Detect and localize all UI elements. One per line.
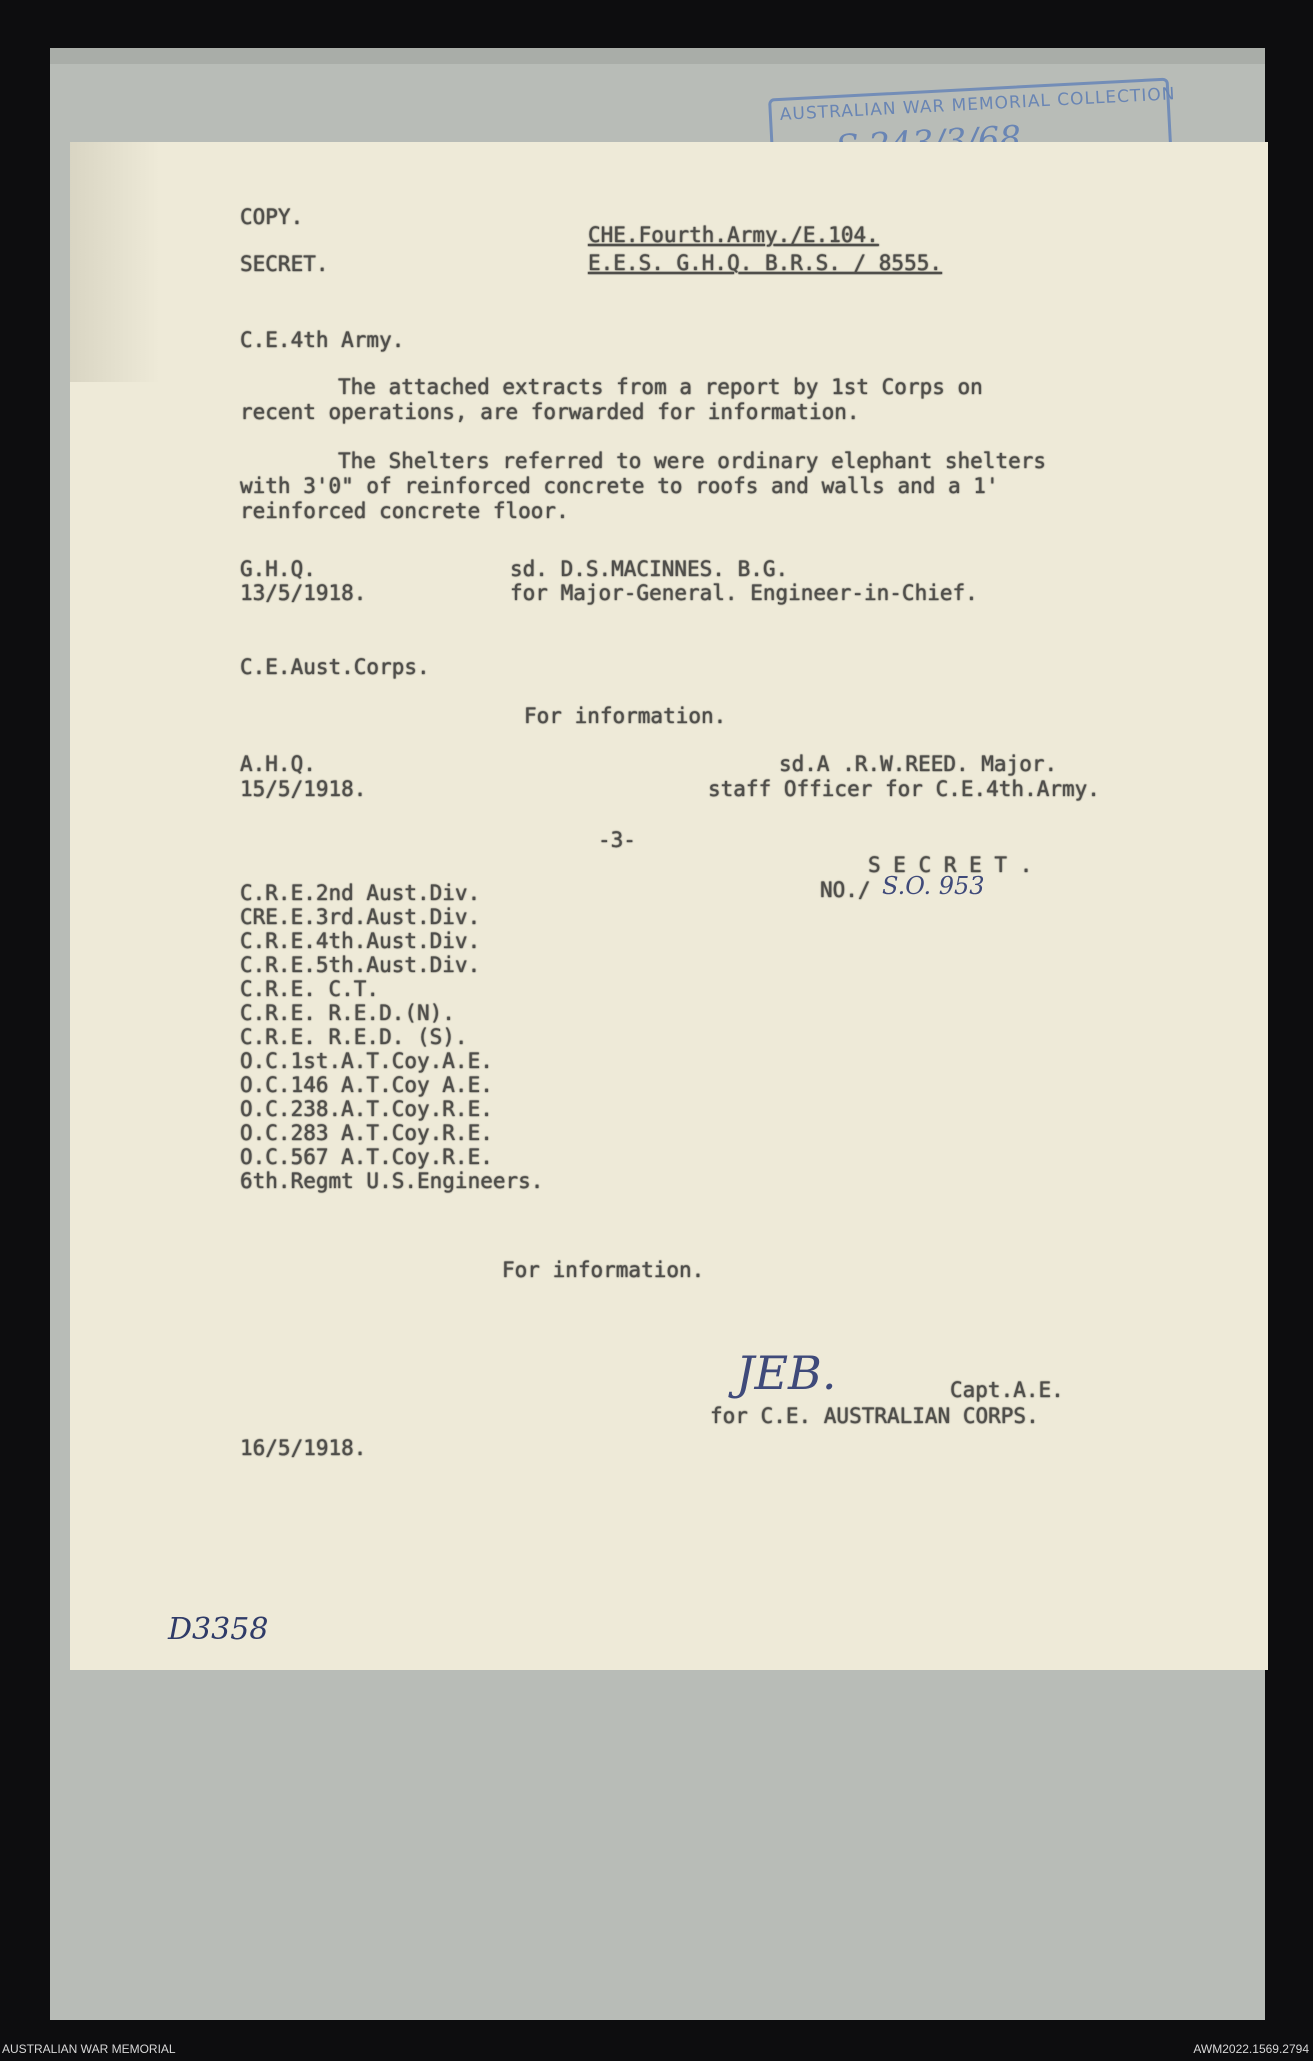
ahq-for-line: staff Officer for C.E.4th.Army. bbox=[708, 777, 1100, 801]
ghq-signed: sd. D.S.MACINNES. B.G. bbox=[510, 557, 789, 581]
aust-corps-note: For information. bbox=[524, 704, 727, 728]
ahq-date: 15/5/1918. bbox=[240, 777, 367, 801]
file-number-handwritten: D3358 bbox=[168, 1612, 269, 1647]
distribution-item: 6th.Regmt U.S.Engineers. bbox=[240, 1169, 544, 1193]
para2-line2: with 3'0" of reinforced concrete to roofs and walls and a 1' bbox=[240, 474, 999, 498]
distribution-item: C.R.E.2nd Aust.Div. bbox=[240, 881, 481, 905]
sheet-torn-edge bbox=[70, 142, 160, 382]
distribution-item: C.R.E. C.T. bbox=[240, 977, 380, 1001]
backing-fold bbox=[50, 48, 1265, 64]
distribution-item: C.R.E.5th.Aust.Div. bbox=[240, 953, 481, 977]
distribution-item: C.R.E. R.E.D.(N). bbox=[240, 1001, 455, 1025]
para2-line3: reinforced concrete floor. bbox=[240, 499, 569, 523]
serial-number-label: NO./ bbox=[820, 878, 871, 902]
ahq-place: A.H.Q. bbox=[240, 752, 316, 776]
section-marker: -3- bbox=[598, 828, 636, 852]
distribution-item: O.C.283 A.T.Coy.R.E. bbox=[240, 1121, 493, 1145]
ghq-date: 13/5/1918. bbox=[240, 581, 367, 605]
reference-line-2: E.E.S. G.H.Q. B.R.S. / 8555. bbox=[588, 251, 943, 275]
distribution-item: O.C.1st.A.T.Coy.A.E. bbox=[240, 1049, 493, 1073]
ghq-for-line: for Major-General. Engineer-in-Chief. bbox=[510, 581, 978, 605]
serial-number-handwritten: S.O. 953 bbox=[882, 872, 985, 900]
footer-accession-number: AWM2022.1569.2794 bbox=[1193, 2042, 1309, 2056]
signatory-for-line: for C.E. AUSTRALIAN CORPS. bbox=[710, 1404, 1039, 1428]
handwritten-initials: JEB. bbox=[736, 1346, 837, 1400]
reference-line-1: CHE.Fourth.Army./E.104. bbox=[588, 223, 879, 247]
addressee: C.E.4th Army. bbox=[240, 328, 405, 352]
stamp-text: AUSTRALIAN WAR MEMORIAL COLLECTION bbox=[779, 84, 1176, 125]
distribution-item: O.C.146 A.T.Coy A.E. bbox=[240, 1073, 493, 1097]
distribution-item: CRE.E.3rd.Aust.Div. bbox=[240, 905, 481, 929]
closing-date: 16/5/1918. bbox=[240, 1436, 367, 1460]
para1-line2: recent operations, are forwarded for information. bbox=[240, 400, 860, 424]
ghq-place: G.H.Q. bbox=[240, 557, 316, 581]
distribution-item: O.C.238.A.T.Coy.R.E. bbox=[240, 1097, 493, 1121]
closing-note: For information. bbox=[502, 1258, 705, 1282]
para2-line1: The Shelters referred to were ordinary elephant shelters bbox=[338, 449, 1047, 473]
aust-corps-addressee: C.E.Aust.Corps. bbox=[240, 655, 430, 679]
distribution-item: C.R.E. R.E.D. (S). bbox=[240, 1025, 468, 1049]
section-secret: S E C R E T . bbox=[868, 853, 1033, 877]
para1-line1: The attached extracts from a report by 1st Corps on bbox=[338, 375, 983, 399]
distribution-item: C.R.E.4th.Aust.Div. bbox=[240, 929, 481, 953]
distribution-item: O.C.567 A.T.Coy.R.E. bbox=[240, 1145, 493, 1169]
footer-institution: AUSTRALIAN WAR MEMORIAL bbox=[2, 2042, 176, 2056]
copy-label: COPY. bbox=[240, 205, 304, 229]
signatory-rank: Capt.A.E. bbox=[950, 1378, 1064, 1402]
ahq-signed: sd.A .R.W.REED. Major. bbox=[779, 752, 1058, 776]
secret-label: SECRET. bbox=[240, 252, 329, 276]
